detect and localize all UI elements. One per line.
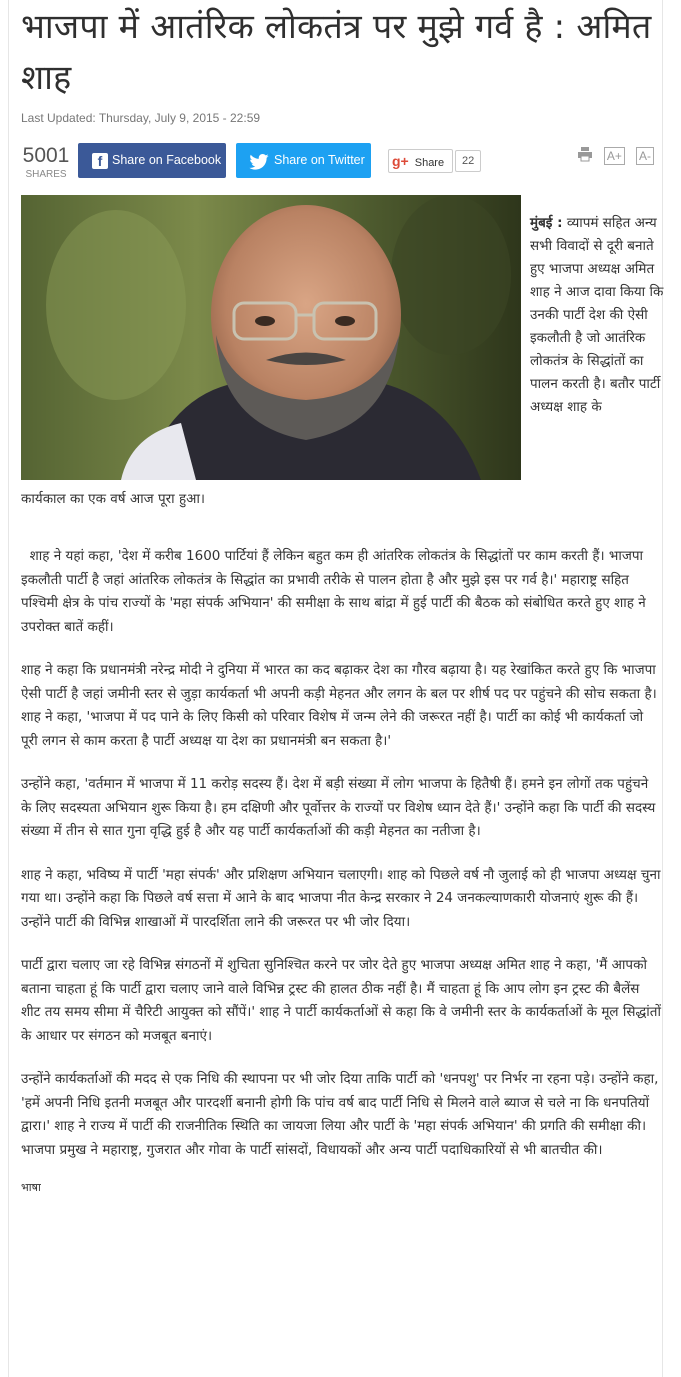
gplus-button-label: Share <box>414 157 445 169</box>
last-updated: Last Updated: Thursday, July 9, 2015 - 22:59 <box>21 111 261 125</box>
paragraph: उन्होंने कार्यकर्ताओं की मदद से एक निधि की स्थापना पर भी जोर दिया ताकि पार्टी को 'धनपशु' पर निर्भर ना रहना पड़े। उन्होंने कहा, 'हमें अपनी निधि इतनी मजबूत और पारदर्शी बनानी होगी कि पांच वर्ष बाद पार्टी निधि से मिलने वाले ब्याज से चले ना कि धनपतियों द्वारा।' शाह ने राज्य में पार्टी की राजनीतिक स्थिति का जायजा लिया और पार्टी के 'महा संपर्क अभियान' की प्रगति की समीक्षा की। भाजपा प्रमुख ने महाराष्ट्र, गुजरात और गोवा के पार्टी सांसदों, विधायकों और अन्य पार्टी पदाधिकारियों से भी बातचीत की। <box>21 1071 659 1158</box>
font-decrease-button[interactable]: A- <box>636 147 654 165</box>
paragraph: शाह ने यहां कहा, 'देश में करीब 1600 पार्टियां हैं लेकिन बहुत कम ही आंतरिक लोकतंत्र के सिद्धांतों पर काम करती हैं। भाजपा इकलौती पार्टी है जहां आंतरिक लोकतंत्र के सिद्धांत का प्रभावी तरीके से पालन होता है और मुझे इस पर गर्व है।' महाराष्ट्र सहित पश्चिमी क्षेत्र के पांच राज्यों के 'महा संपर्क अभियान' की समीक्षा के साथ बांद्रा में हुई पार्टी की बैठक को संबोधित करते हुए शाह ने उपरोक्त बातें कहीं। <box>21 548 651 635</box>
lead-continuation: कार्यकाल का एक वर्ष आज पूरा हुआ। <box>21 491 206 507</box>
share-bar <box>21 143 661 195</box>
font-increase-button[interactable]: A+ <box>604 147 625 165</box>
gplus-icon: g+ <box>392 153 409 169</box>
share-count-label: SHARES <box>25 169 67 180</box>
paragraph: शाह ने कहा, भविष्य में पार्टी 'महा संपर्क' और प्रशिक्षण अभियान चलाएगी। शाह को पिछले वर्ष नौ जुलाई को ही भाजपा अध्यक्ष चुना गया था। उन्होंने कहा कि पिछले वर्ष सत्ता में आने के बाद भाजपा नीत केन्द्र सरकार ने 24 जनकल्याणकारी योजनाएं शुरू की हैं। उन्होंने पार्टी की विभिन्न शाखाओं में पारदर्शिता लाने की जरूरत पर भी जोर दिया। <box>21 866 661 930</box>
page-border-right <box>662 0 663 1377</box>
share-twitter-button[interactable] <box>236 143 371 178</box>
article-tools <box>571 145 654 165</box>
lead-intro-text: व्यापमं सहित अन्य सभी विवादों से दूरी बनाते हुए भाजपा अध्यक्ष अमित शाह ने आज दावा किया कि उनकी पार्टी देश की ऐसी इकलौती है जो आतंरिक लोकतंत्र के सिद्धांतों का पालन करती है। बतौर पार्टी अध्यक्ष शाह के <box>530 215 664 415</box>
facebook-button-label: Share on Facebook <box>112 153 222 167</box>
paragraph: पार्टी द्वारा चलाए जा रहे विभिन्न संगठनों में शुचिता सुनिश्चित करने पर जोर देते हुए भाजपा अध्यक्ष अमित शाह ने कहा, 'मैं आपको बताना चाहता हूं कि पार्टी द्वारा चलाए जाने वाले विभिन्न ट्रस्ट की हालत ठीक नहीं है। मैं चाहता हूं कि आप लोग इन ट्रस्ट की बैलेंस शीट तय समय सीमा में चैरिटी आयुक्त को सौंपें।' शाह ने पार्टी कार्यकर्ताओं से कहा कि वे जमीनी स्तर के कार्यकर्ताओं के मूल सिद्धांतों के आधार पर संगठन को मजबूत बनाएं। <box>21 957 661 1044</box>
article-photo <box>21 195 521 480</box>
lead-intro <box>530 212 667 419</box>
share-count-number: 5001 <box>22 144 70 167</box>
twitter-icon <box>248 153 270 169</box>
article <box>21 0 664 1195</box>
dateline: मुंबई : <box>530 215 563 231</box>
article-source: भाषा <box>21 1181 41 1194</box>
share-count <box>21 143 71 181</box>
print-icon[interactable] <box>577 146 593 165</box>
article-lead <box>21 195 664 498</box>
share-gplus-button[interactable] <box>388 149 453 173</box>
twitter-button-label: Share on Twitter <box>274 153 365 167</box>
paragraph: उन्होंने कहा, 'वर्तमान में भाजपा में 11 करोड़ सदस्य हैं। देश में बड़ी संख्या में लोग भाजपा के हितैषी हैं। हमने इन लोगों तक पहुंचने के लिए सदस्यता अभियान शुरू किया है। हम दक्षिणी और पूर्वोत्तर के राज्यों पर विशेष ध्यान देते हैं।' उन्होंने कहा कि पार्टी की सदस्य संख्या में तीन से सात गुना वृद्धि हुई है और यह पार्टी कार्यकर्ताओं की कड़ी मेहनत का नतीजा है। <box>21 776 656 839</box>
share-facebook-button[interactable] <box>78 143 226 178</box>
page-border-left <box>8 0 9 1377</box>
paragraph: शाह ने कहा कि प्रधानमंत्री नरेन्द्र मोदी ने दुनिया में भारत का कद बढ़ाकर देश का गौरव बढ़ाया है। यह रेखांकित करते हुए कि भाजपा ऐसी पार्टी है जहां जमीनी स्तर से जुड़ा कार्यकर्ता भी अपनी कड़ी मेहनत और लगन के बल पर शीर्ष पद पर पहुंचने की सोच सकता है। शाह ने कहा, 'भाजपा में पद पाने के लिए किसी को परिवार विशेष में जन्म लेने की जरूरत नहीं है। पार्टी का कोई भी कार्यकर्ता जो पूरी लगन से काम करता है पार्टी अध्यक्ष या देश का प्रधानमंत्री बन सकता है।' <box>21 662 657 749</box>
gplus-share-count: 22 <box>455 150 481 172</box>
facebook-icon: f <box>92 153 108 169</box>
article-title: भाजपा में आतंरिक लोकतंत्र पर मुझे गर्व है : अमित शाह <box>21 7 652 98</box>
